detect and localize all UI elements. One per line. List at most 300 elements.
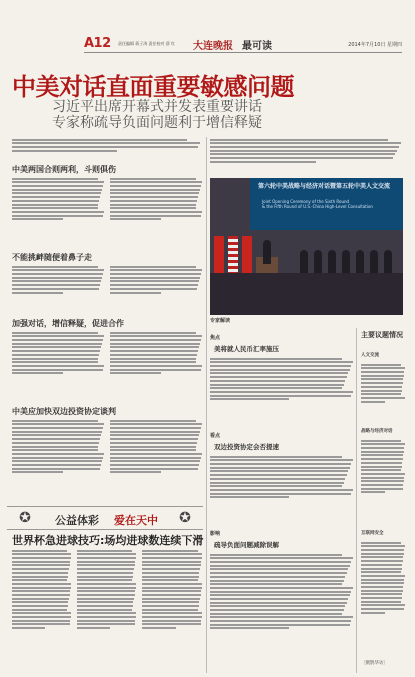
text-line bbox=[77, 612, 136, 614]
commentary-title-3: 疏导负面问题减除误解 bbox=[214, 541, 279, 549]
text-line bbox=[12, 453, 104, 455]
text-line bbox=[12, 561, 70, 563]
text-line bbox=[210, 572, 347, 574]
text-line bbox=[361, 390, 402, 392]
text-line bbox=[210, 467, 350, 469]
text-line bbox=[142, 557, 202, 559]
newspaper-logo: 大连晚报 bbox=[193, 41, 233, 52]
text-line bbox=[142, 587, 202, 589]
text-line bbox=[12, 598, 69, 600]
text-line bbox=[12, 369, 103, 371]
text-line bbox=[210, 482, 344, 484]
text-line bbox=[12, 218, 63, 220]
text-line bbox=[12, 346, 101, 348]
text-line bbox=[210, 493, 351, 495]
text-line bbox=[12, 215, 103, 217]
text-line bbox=[210, 576, 345, 578]
text-line bbox=[77, 576, 133, 578]
text-line bbox=[12, 587, 71, 589]
text-line bbox=[142, 583, 202, 585]
text-line bbox=[77, 553, 136, 555]
sidebar-body-1 bbox=[361, 362, 405, 422]
text-line bbox=[142, 620, 201, 622]
text-line bbox=[210, 561, 351, 563]
text-line bbox=[361, 401, 385, 403]
text-line bbox=[142, 598, 200, 600]
star-emblem-icon: ✪ bbox=[19, 510, 31, 526]
commentary-label-2: 看点 bbox=[210, 433, 221, 439]
text-line bbox=[77, 620, 135, 622]
text-line bbox=[77, 590, 135, 592]
text-line bbox=[12, 354, 99, 356]
text-line bbox=[77, 568, 134, 570]
photo-caption bbox=[210, 317, 403, 327]
sidebar-label-3: 互联网安全 bbox=[361, 531, 384, 536]
commentary-body-1 bbox=[210, 356, 354, 426]
person bbox=[328, 250, 336, 274]
headline: 中美对话直面重要敏感问题 bbox=[12, 73, 294, 101]
text-line bbox=[110, 280, 199, 282]
worldcup-title: 世界杯急进球技巧:场均进球数连续下滑 bbox=[12, 534, 204, 547]
text-line bbox=[210, 463, 351, 465]
text-line bbox=[110, 350, 198, 352]
text-line bbox=[12, 292, 63, 294]
text-line bbox=[110, 468, 198, 470]
text-line bbox=[12, 277, 102, 279]
text-line bbox=[110, 453, 202, 455]
text-line bbox=[110, 343, 200, 345]
text-line bbox=[210, 391, 353, 393]
text-line bbox=[12, 139, 187, 141]
text-line bbox=[12, 427, 103, 429]
text-line bbox=[361, 469, 401, 471]
article-body-col1b bbox=[12, 264, 105, 312]
text-line bbox=[12, 150, 117, 152]
text-line bbox=[361, 597, 402, 599]
text-line bbox=[142, 561, 201, 563]
article-body-col2d bbox=[110, 418, 203, 500]
text-line bbox=[361, 586, 403, 588]
text-line bbox=[12, 579, 67, 581]
text-line bbox=[361, 560, 403, 562]
text-line bbox=[361, 386, 402, 388]
text-line bbox=[210, 594, 350, 596]
text-line bbox=[361, 593, 402, 595]
text-line bbox=[12, 449, 98, 451]
text-line bbox=[142, 550, 198, 552]
text-line bbox=[12, 627, 45, 629]
text-line bbox=[210, 139, 388, 141]
text-line bbox=[110, 211, 202, 213]
text-line bbox=[210, 557, 353, 559]
text-line bbox=[110, 460, 200, 462]
text-line bbox=[77, 605, 133, 607]
text-line bbox=[210, 489, 353, 491]
text-line bbox=[12, 339, 103, 341]
text-line bbox=[12, 434, 101, 436]
text-line bbox=[110, 277, 200, 279]
commentary-label-1: 焦点 bbox=[210, 335, 221, 341]
text-line bbox=[12, 601, 68, 603]
text-line bbox=[12, 446, 98, 448]
text-line bbox=[142, 590, 201, 592]
news-photo bbox=[210, 178, 403, 315]
text-line bbox=[210, 624, 350, 626]
text-line bbox=[110, 464, 199, 466]
text-line bbox=[12, 204, 98, 206]
text-line bbox=[361, 466, 402, 468]
text-line bbox=[110, 369, 201, 371]
text-line bbox=[210, 485, 342, 487]
section-heading-1: 中美两国合则两利，斗则俱伤 bbox=[12, 165, 116, 174]
text-line bbox=[110, 446, 196, 448]
text-line bbox=[110, 192, 199, 194]
text-line bbox=[361, 556, 403, 558]
text-line bbox=[210, 613, 342, 615]
text-line bbox=[110, 423, 202, 425]
text-line bbox=[210, 470, 348, 472]
commentary-title-1: 美将就人民币汇率施压 bbox=[214, 345, 279, 353]
text-line bbox=[361, 545, 405, 547]
text-line bbox=[210, 387, 342, 389]
text-line bbox=[210, 384, 344, 386]
text-line bbox=[110, 288, 197, 290]
text-line bbox=[12, 335, 104, 337]
text-line bbox=[12, 365, 104, 367]
text-line bbox=[77, 564, 135, 566]
text-line bbox=[110, 358, 196, 360]
text-line bbox=[361, 491, 385, 493]
article-body-right-top bbox=[210, 137, 403, 175]
column-divider bbox=[356, 328, 357, 673]
text-line bbox=[110, 218, 161, 220]
article-lead bbox=[12, 137, 202, 159]
text-line bbox=[12, 464, 101, 466]
text-line bbox=[361, 473, 405, 475]
text-line bbox=[361, 590, 403, 592]
text-line bbox=[77, 550, 132, 552]
text-line bbox=[142, 553, 202, 555]
issue-date: 2014年7月10日 星期四 bbox=[348, 42, 402, 48]
photo-floor bbox=[210, 273, 403, 315]
person bbox=[342, 250, 350, 274]
commentary-title-2: 双边投资协定会否提速 bbox=[214, 443, 279, 451]
text-line bbox=[110, 361, 196, 363]
article-body-col2b bbox=[110, 264, 203, 312]
page-header bbox=[84, 36, 402, 53]
text-line bbox=[110, 442, 197, 444]
text-line bbox=[210, 616, 353, 618]
text-line bbox=[361, 608, 404, 610]
text-line bbox=[210, 456, 342, 458]
text-line bbox=[12, 616, 71, 618]
text-line bbox=[110, 178, 196, 180]
text-line bbox=[77, 623, 135, 625]
text-line bbox=[210, 395, 351, 397]
text-line bbox=[210, 150, 397, 152]
sidebar-footer: 〔摄鹊华访〕 bbox=[361, 661, 388, 666]
text-line bbox=[12, 438, 100, 440]
text-line bbox=[12, 420, 98, 422]
text-line bbox=[361, 568, 402, 570]
text-line bbox=[361, 542, 401, 544]
text-line bbox=[361, 443, 405, 445]
text-line bbox=[210, 142, 401, 144]
text-line bbox=[12, 468, 100, 470]
text-line bbox=[142, 627, 176, 629]
person bbox=[314, 250, 322, 274]
text-line bbox=[210, 620, 351, 622]
text-line bbox=[142, 564, 201, 566]
worldcup-body-col3 bbox=[142, 548, 203, 670]
text-line bbox=[210, 146, 399, 148]
text-line bbox=[210, 587, 353, 589]
text-line bbox=[110, 427, 201, 429]
text-line bbox=[12, 196, 100, 198]
text-line bbox=[361, 612, 385, 614]
text-line bbox=[12, 460, 102, 462]
text-line bbox=[142, 623, 201, 625]
text-line bbox=[110, 434, 199, 436]
text-line bbox=[361, 447, 404, 449]
text-line bbox=[142, 568, 200, 570]
sidebar-body-2 bbox=[361, 438, 405, 524]
text-line bbox=[361, 604, 405, 606]
text-line bbox=[142, 612, 202, 614]
text-line bbox=[110, 431, 200, 433]
photo-banner-en-1: Joint Opening Ceremony of the Sixth Round bbox=[262, 199, 350, 204]
text-line bbox=[210, 380, 345, 382]
text-line bbox=[12, 590, 70, 592]
text-line bbox=[210, 565, 350, 567]
text-line bbox=[12, 612, 71, 614]
text-line bbox=[142, 572, 199, 574]
text-line bbox=[110, 438, 198, 440]
speaker bbox=[263, 240, 271, 264]
text-line bbox=[12, 178, 98, 180]
text-line bbox=[110, 335, 202, 337]
text-line bbox=[12, 431, 102, 433]
text-line bbox=[77, 557, 136, 559]
text-line bbox=[12, 146, 198, 148]
text-line bbox=[110, 200, 197, 202]
person bbox=[356, 250, 364, 274]
text-line bbox=[361, 549, 404, 551]
text-line bbox=[210, 372, 348, 374]
text-line bbox=[77, 583, 136, 585]
text-line bbox=[12, 142, 200, 144]
text-line bbox=[142, 576, 199, 578]
text-line bbox=[12, 343, 102, 345]
text-line bbox=[361, 364, 401, 366]
text-line bbox=[12, 181, 104, 183]
text-line bbox=[12, 280, 101, 282]
lottery-banner-left: 公益体彩 bbox=[55, 514, 99, 527]
text-line bbox=[12, 211, 104, 213]
text-line bbox=[110, 471, 161, 473]
text-line bbox=[210, 478, 345, 480]
text-line bbox=[12, 594, 70, 596]
text-line bbox=[361, 375, 404, 377]
text-line bbox=[12, 185, 103, 187]
text-line bbox=[12, 273, 103, 275]
section-title: 最可读 bbox=[242, 41, 272, 52]
text-line bbox=[210, 554, 342, 556]
text-line bbox=[210, 474, 347, 476]
text-line bbox=[210, 459, 353, 461]
text-line bbox=[361, 382, 403, 384]
lottery-banner bbox=[7, 506, 203, 530]
text-line bbox=[361, 397, 405, 399]
text-line bbox=[12, 457, 103, 459]
text-line bbox=[12, 605, 68, 607]
person bbox=[384, 250, 392, 274]
text-line bbox=[12, 207, 98, 209]
text-line bbox=[110, 284, 198, 286]
column-divider bbox=[206, 137, 207, 673]
sidebar-label-1: 人文交流 bbox=[361, 353, 379, 358]
text-line bbox=[77, 598, 134, 600]
text-line bbox=[361, 393, 401, 395]
text-line bbox=[210, 161, 316, 163]
text-line bbox=[12, 200, 99, 202]
text-line bbox=[12, 423, 104, 425]
text-line bbox=[12, 266, 98, 268]
text-line bbox=[210, 361, 353, 363]
text-line bbox=[12, 372, 63, 374]
text-line bbox=[361, 575, 405, 577]
section-heading-4: 中美应加快双边投资协定谈判 bbox=[12, 407, 116, 416]
text-line bbox=[210, 568, 348, 570]
person bbox=[300, 250, 308, 274]
text-line bbox=[210, 598, 348, 600]
text-line bbox=[12, 568, 69, 570]
article-body-col1a bbox=[12, 176, 105, 246]
star-emblem-icon: ✪ bbox=[179, 510, 191, 526]
text-line bbox=[361, 484, 403, 486]
text-line bbox=[12, 192, 101, 194]
section-heading-3: 加强对话，增信释疑，促进合作 bbox=[12, 319, 124, 328]
text-line bbox=[361, 454, 403, 456]
text-line bbox=[361, 451, 404, 453]
text-line bbox=[361, 582, 404, 584]
text-line bbox=[210, 157, 393, 159]
photo-banner-text: 第六轮中美战略与经济对话暨第五轮中美人文交流 bbox=[258, 183, 391, 190]
text-line bbox=[12, 620, 70, 622]
text-line bbox=[210, 609, 344, 611]
text-line bbox=[110, 339, 201, 341]
article-body-col2a bbox=[110, 176, 203, 246]
text-line bbox=[12, 269, 104, 271]
text-line bbox=[142, 616, 202, 618]
text-line bbox=[12, 550, 67, 552]
text-line bbox=[361, 564, 402, 566]
text-line bbox=[77, 627, 110, 629]
text-line bbox=[110, 365, 202, 367]
section-heading-2: 不能挑衅随便着鼻子走 bbox=[12, 253, 92, 262]
text-line bbox=[142, 579, 198, 581]
text-line bbox=[361, 488, 403, 490]
text-line bbox=[110, 196, 198, 198]
lottery-banner-right: 爱在天中 bbox=[114, 514, 158, 527]
text-line bbox=[361, 480, 404, 482]
text-line bbox=[110, 332, 196, 334]
expert-tag: 专家解读 bbox=[210, 318, 231, 324]
text-line bbox=[12, 553, 71, 555]
text-line bbox=[12, 576, 68, 578]
text-line bbox=[361, 477, 404, 479]
text-line bbox=[77, 587, 136, 589]
text-line bbox=[12, 284, 100, 286]
text-line bbox=[12, 442, 99, 444]
text-line bbox=[361, 458, 403, 460]
worldcup-body-col1 bbox=[12, 548, 72, 670]
text-line bbox=[110, 215, 201, 217]
text-line bbox=[210, 358, 342, 360]
text-line bbox=[210, 602, 347, 604]
text-line bbox=[12, 583, 71, 585]
text-line bbox=[110, 449, 196, 451]
worldcup-body-col2 bbox=[77, 548, 137, 670]
text-line bbox=[12, 350, 100, 352]
text-line bbox=[110, 457, 201, 459]
text-line bbox=[12, 572, 68, 574]
photo-banner-text-en bbox=[262, 199, 373, 209]
text-line bbox=[142, 605, 199, 607]
text-line bbox=[110, 372, 161, 374]
text-line bbox=[210, 398, 289, 400]
editors-credit: 责任编辑 蒋子涛 责任校对 薛 红 bbox=[118, 41, 176, 46]
person bbox=[370, 250, 378, 274]
text-line bbox=[110, 292, 161, 294]
text-line bbox=[77, 579, 132, 581]
text-line bbox=[77, 609, 132, 611]
article-body-col1c bbox=[12, 330, 105, 400]
text-line bbox=[361, 571, 401, 573]
article-body-col2c bbox=[110, 330, 203, 400]
text-line bbox=[110, 266, 196, 268]
text-line bbox=[12, 564, 70, 566]
text-line bbox=[110, 185, 201, 187]
text-line bbox=[361, 440, 401, 442]
text-line bbox=[12, 471, 63, 473]
text-line bbox=[210, 627, 289, 629]
text-line bbox=[77, 572, 133, 574]
text-line bbox=[110, 181, 202, 183]
text-line bbox=[210, 605, 345, 607]
text-line bbox=[210, 583, 342, 585]
text-line bbox=[210, 496, 289, 498]
text-line bbox=[110, 269, 202, 271]
commentary-body-2 bbox=[210, 454, 354, 524]
text-line bbox=[77, 561, 135, 563]
text-line bbox=[210, 591, 351, 593]
text-line bbox=[142, 594, 201, 596]
subheadline-2: 专家称疏导负面问题利于增信释疑 bbox=[52, 115, 262, 131]
text-line bbox=[210, 369, 350, 371]
commentary-label-3: 影响 bbox=[210, 531, 221, 537]
text-line bbox=[12, 332, 98, 334]
text-line bbox=[210, 580, 344, 582]
commentary-body-3 bbox=[210, 552, 354, 670]
page-number: A12 bbox=[84, 36, 111, 51]
text-line bbox=[361, 553, 404, 555]
text-line bbox=[12, 358, 98, 360]
photo-banner-en-2: & the Fifth Round of U.S.-China High-Level Consultation bbox=[262, 204, 373, 209]
text-line bbox=[77, 601, 133, 603]
text-line bbox=[12, 609, 67, 611]
text-line bbox=[12, 189, 102, 191]
